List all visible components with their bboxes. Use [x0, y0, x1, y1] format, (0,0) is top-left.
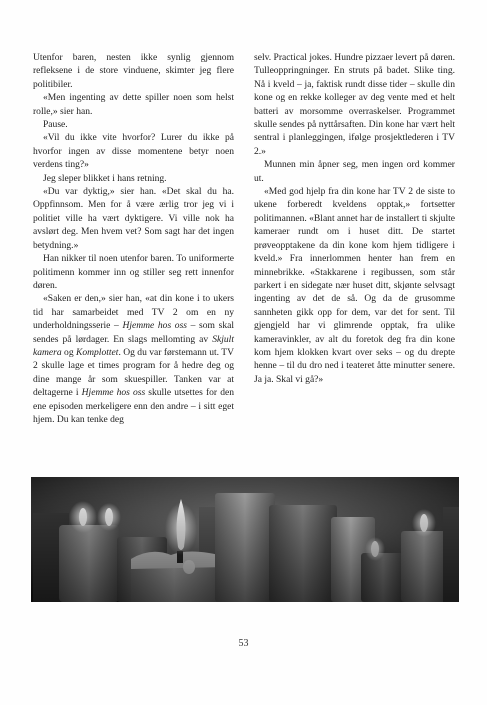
right-text-column: [254, 51, 455, 386]
candles-photo: [31, 477, 459, 602]
paragraph: Han nikker til noen utenfor baren. To uniformerte politimenn kommer inn og stiller seg rett innenfor døren.: [33, 253, 234, 291]
paragraph: selv. Practical jokes. Hundre pizzaer levert på døren. Tulleoppringninger. En struts på badet. Slike ting. Nå i kveld – ja, faktisk rundt disse tider – skulle din kone og en rekke kolleger av deg vente med et helt batteri av morsomme overraskelser. Programmet skulle sendes på nyttårsaften. Din kone har vært helt sentral i planleggingen, ifølge prosjektlederen i TV 2.»: [254, 52, 455, 157]
show-title-italic: Hjemme hos oss: [122, 320, 188, 332]
paragraph: «Saken er den,» sier han, «at din kone i to ukers tid har samarbeidet med TV 2 om en ny underholdningsserie – Hjemme hos oss – som skal sendes på lørdager. En slags mellomting av Skjult kamera og Komplottet. Og du var førstemann ut. TV 2 skulle lage et times program for å hedre deg og dine mange år som skuespiller. Tanken var at deltagerne i Hjemme hos oss skulle utsettes for den ene episoden merkeligere enn den andre – i sitt eget hjem. Du kan tenke deg: [33, 293, 234, 425]
paragraph: «Du var dyktig,» sier han. «Det skal du ha. Oppfinnsom. Men for å være ærlig tror jeg vi i politiet ville ha vært dyktigere. Vi ville nok ha avslørt deg. Men hvem vet? Som sagt har det ingen betydning.»: [33, 186, 234, 251]
paragraph: «Med god hjelp fra din kone har TV 2 de siste to ukene forberedt kveldens opptak,» fortsetter politimannen. «Blant annet har de installert ti skjulte kameraer rundt om i huset ditt. De startet prøveopptakene da din kone kom hjem tidligere i kveld.» Fra innerlommen henter han frem en minnebrikke. «Stakkarene i regibussen, som står parkert i en sidegate nær huset ditt, skjønte selvsagt ingenting av det de så. Og da de grusomme sannheten gikk opp for dem, var det for sent. Til gjengjeld har vi glimrende opptak, fra ulike kameravinkler, av alt du foretok deg fra din kone kom hjem klokken kvart over seks – og du drepte henne – til du dro ned i teateret åtte minutter senere. Ja ja. Skal vi gå?»: [254, 186, 455, 385]
paragraph: Munnen min åpner seg, men ingen ord kommer ut.: [254, 159, 455, 184]
show-title-italic: Skjult kamera: [33, 333, 234, 358]
show-title-italic: Hjemme hos oss: [81, 387, 146, 399]
paragraph: Utenfor baren, nesten ikke synlig gjennom refleksene i de store vinduene, skimter jeg flere politibiler.: [33, 52, 234, 90]
paragraph: Jeg sleper blikket i hans retning.: [43, 172, 167, 184]
show-title-italic: Komplottet: [76, 346, 119, 358]
paragraph: «Vil du ikke vite hvorfor? Lurer du ikke på hvorfor ingen av disse momentene betyr noen verdens ting?»: [33, 132, 234, 171]
page-number: 53: [238, 638, 249, 649]
left-text-column: [33, 51, 234, 426]
paragraph: Pause.: [43, 119, 68, 131]
paragraph: «Men ingenting av dette spiller noen som helst rolle,» sier han.: [33, 92, 234, 117]
